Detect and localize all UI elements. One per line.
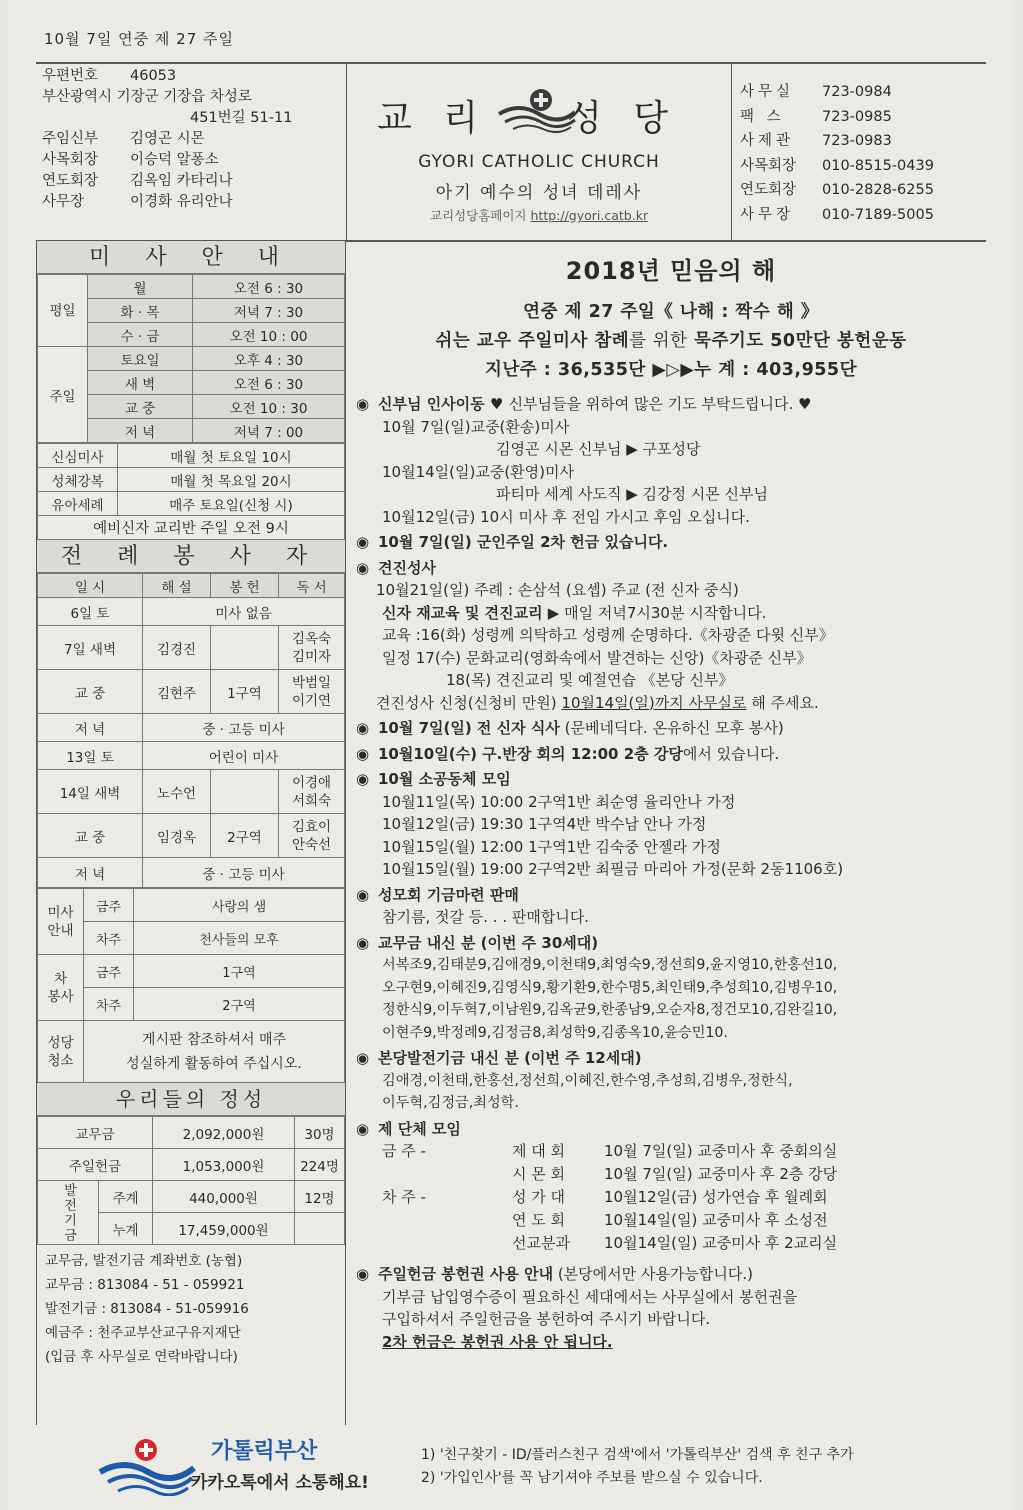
table-row: 평일 월 오전 6 : 30 (38, 275, 345, 299)
staff-row: 주임신부 김영곤 시몬 (42, 131, 205, 147)
header-bottom-rule (346, 240, 986, 242)
target-bullet-icon: ◉ (356, 933, 370, 952)
table-row: 차 주 - 성 가 대 10월12일(금) 성가연습 후 월례회 (382, 1188, 828, 1207)
table-row: 6일 토 미사 없음 (38, 598, 345, 626)
table-row: 신심미사 매월 첫 토요일 10시 (38, 444, 345, 468)
announcement-item: ◉ 제 단체 모임 금 주 - 제 대 회 10월 7일(일) 교중미사 후 중회의실 시 몬 회 10월 7일(일) 교중미사 후 2층 강당 차 주 - 성 가 대 10월12일(금) 성가연습 후 월례회 연 도 회 10월14일(일) 교중미사 후 소성전 선교분과 10월14일(일) 교중미사 후 2교리실 (356, 1118, 986, 1256)
servers-table (37, 573, 345, 888)
contact-row: 팩 스 723-0985 (740, 108, 892, 125)
announcement-item: ◉ 10월 7일(일) 군인주일 2차 헌금 있습니다. (356, 531, 986, 554)
table-row: 차주 천사들의 모후 (38, 922, 345, 955)
servers-title: 전 례 봉 사 자 (37, 540, 345, 573)
table-row: 수 · 금 오전 10 : 00 (38, 323, 345, 347)
announcement-item: ◉ 10월 7일(일) 전 신자 식사 (문베네딕다. 온유하신 모후 봉사) (356, 717, 986, 740)
contact-row: 사무장 010-7189-5005 (740, 206, 934, 223)
table-row: 예비신자 교리반 주일 오전 9시 (38, 516, 345, 540)
offering-table (37, 1116, 345, 1245)
liturgy-subtitle: 연중 제 27 주일《 나해 : 짝수 해 》 (523, 302, 819, 322)
announcement-item: ◉ 견진성사 10월21일(일) 주례 : 손삼석 (요셉) 주교 (전 신자 중식) 신자 재교육 및 견진교리 ▶ 매일 저녁7시30분 시작합니다. 교육 :16(화) 성령께 의탁하고 성령께 순명하다.《차광준 다윗 신부》 일정 17(수) 문화교리(영화속에서 발견하는 신앙)《차광준 신부》 18(목) 견진교리 및 예절연습 《본당 신부》 견진성사 신청(신청비 만원) 10월14일(일)까지 사무실로 해 주세요. (356, 558, 834, 712)
church-website-link[interactable]: http://gyori.catb.kr (530, 208, 649, 223)
table-row: 7일 새벽 김경진 김옥숙 김미자 (38, 626, 345, 670)
table-row: 미사 안내 금주 사랑의 샘 (38, 889, 345, 922)
left-sidebar (36, 240, 346, 1425)
weekday-label: 평일 (38, 275, 88, 347)
table-row: 저 녁 저녁 7 : 00 (38, 419, 345, 443)
contact-row: 사제관 723-0983 (740, 133, 892, 149)
announcement-item: ◉ 성모회 기금마련 판매 참기름, 젓갈 등. . . 판매합니다. (356, 885, 590, 926)
table-row: 새 벽 오전 6 : 30 (38, 371, 345, 395)
table-row: 시 몬 회 10월 7일(일) 교중미사 후 2층 강당 (512, 1165, 838, 1184)
table-row: 누계 17,459,000원 (38, 1213, 345, 1245)
table-row: 성체강복 매월 첫 목요일 20시 (38, 468, 345, 492)
address-row: 부산광역시 기장군 기장읍 차성로 (42, 89, 252, 105)
target-bullet-icon: ◉ (356, 744, 370, 763)
service-table (37, 888, 345, 1083)
table-row: 성당 청소 게시판 참조하셔서 매주 성실하게 활동하여 주십시오. (38, 1021, 345, 1083)
target-bullet-icon: ◉ (356, 719, 370, 737)
rosary-campaign: 쉬는 교우 주일미사 참례를 위한 묵주기도 50만단 봉헌운동 (435, 331, 907, 351)
account-info: 교무금, 발전기금 계좌번호 (농협) 교무금 : 813084 - 51 - 059921 발전기금 : 813084 - 51-059916 예금주 : 천주교부산교구유지재단 (입금 후 사무실로 연락바랍니다) (45, 1253, 249, 1365)
church-name-english: GYORI CATHOLIC CHURCH (418, 152, 660, 172)
table-row: 14일 새벽 노수언 이경애 서희숙 (38, 770, 345, 814)
cross-globe-logo-icon (497, 84, 577, 134)
announcement-item: ◉ 10월 소공동체 모임 10월11일(목) 10:00 2구역1반 최순영 율리안나 가정 10월12일(금) 19:30 1구역4반 박수남 안나 가정 10월15일(월) 12:00 1구역1반 김숙중 안젤라 가정 10월15일(월) 19:00 2구역2반 최필금 마리아 가정(문화 2동1106호) (356, 770, 844, 878)
staff-row: 사목회장 이승덕 알퐁소 (42, 152, 219, 168)
address-row: 451번길 51-11 (190, 110, 293, 126)
table-row: 저 녁 중 · 고등 미사 (38, 714, 345, 742)
table-row: 교 중 김현주 1구역 박범일 이기연 (38, 670, 345, 714)
announcements (356, 252, 986, 1353)
contact-row: 사목회장 010-8515-0439 (740, 157, 934, 174)
offering-title: 우리들의 정성 (37, 1083, 345, 1116)
table-row: 차 봉사 금주 1구역 (38, 955, 345, 988)
church-masthead: 교 리 성 당 GYORI CATHOLIC CHURCH 아기 예수의 성녀 데레사 교리성당홈페이지 http://gyori.catb.kr (346, 62, 732, 240)
kakao-channel-subtitle: 카카오톡에서 소통해요! (191, 1473, 369, 1493)
table-row: 선교분과 10월14일(일) 교중미사 후 2교리실 (512, 1234, 838, 1253)
target-bullet-icon: ◉ (356, 558, 370, 577)
contact-row: 연도회장 010-2828-6255 (740, 182, 934, 198)
header-address-block (36, 62, 346, 240)
staff-row: 연도회장 김옥임 카타리나 (42, 173, 233, 189)
sunday-label: 주일 (38, 347, 88, 443)
table-row: 연 도 회 10월14일(일) 교중미사 후 소성전 (512, 1211, 828, 1230)
contact-row: 사무실 723-0984 (740, 84, 892, 100)
page-title: 2018년 믿음의 해 (565, 257, 777, 285)
table-row: 차주 2구역 (38, 988, 345, 1021)
mass-schedule-table (37, 274, 345, 443)
target-bullet-icon: ◉ (356, 770, 370, 788)
group-meetings-table (382, 1140, 837, 1255)
target-bullet-icon: ◉ (356, 1265, 370, 1283)
announcement-item: ◉ 주일헌금 봉헌권 사용 안내 (본당에서만 사용가능합니다.) 기부금 납입영수증이 필요하신 세대에서는 사무실에서 봉헌권을 구입하셔서 주일헌금을 봉헌하여 주시기 바랍니다. 2차 헌금은 봉헌권 사용 안 됩니다. (356, 1265, 798, 1351)
announcement-item: ◉ 신부님 인사이동 ♥ 신부님들을 위하여 많은 기도 부탁드립니다. ♥ 10월 7일(일)교중(환송)미사 김영곤 시몬 신부님 ▶ 구포성당 10월14일(일)교중(환영)미사 파티마 세계 사도직 ▶ 김강정 시몬 신부님 10월12일(금) 10시 미사 후 전임 가시고 후임 오십니다. (356, 395, 812, 526)
staff-row: 사무장 이경화 유리안나 (42, 194, 233, 210)
target-bullet-icon: ◉ (356, 395, 370, 413)
announcement-item: ◉ 교무금 내신 분 (이번 주 30세대) 서복조9,김태분9,김애경9,이천태9,최영숙9,정선희9,윤지영10,한홍선10, 오구현9,이혜진9,김영식9,황기환9,한수명5,최인태9,추성희10,김병우10, 정한식9,이두혁7,이남원9,김옥균9,한종남9,오순자8,정건모10,김완길10, 이현주9,박정례9,김정금8,최성학9,김종옥10,윤승민10. (356, 933, 838, 1041)
kakao-instructions: 1) '친구찾기 - ID/플러스친구 검색'에서 '가톨릭부산' 검색 후 친구 추가 2) '가입인사'를 꼭 남기셔야 주보를 받으실 수 있습니다. (421, 1447, 854, 1486)
kakao-busan-logo-icon (96, 1436, 196, 1496)
table-row: 교 중 오전 10 : 30 (38, 395, 345, 419)
table-row: 유아세례 매주 토요일(신청 시) (38, 492, 345, 516)
special-mass-table (37, 443, 345, 540)
church-website: 교리성당홈페이지 http://gyori.catb.kr (429, 208, 649, 223)
target-bullet-icon: ◉ (356, 533, 370, 551)
table-header-row: 일 시 해 설 봉 헌 독 서 (38, 574, 345, 598)
target-bullet-icon: ◉ (356, 885, 370, 904)
table-row: 교무금 2,092,000원 30명 (38, 1117, 345, 1149)
announcement-item: ◉ 10월10일(수) 구.반장 회의 12:00 2층 강당에서 있습니다. (356, 743, 986, 766)
contact-list (740, 80, 980, 227)
announcement-item: ◉ 본당발전기금 내신 분 (이번 주 12세대) 김애경,이천태,한홍선,정선희,이혜진,한수영,추성희,김병우,정한식, 이두혁,김정금,최성학. (356, 1049, 793, 1111)
table-row: 발전기금 주계 440,000원 12명 (38, 1181, 345, 1213)
table-row: 저 녁 중 · 고등 미사 (38, 858, 345, 888)
table-row: 화 · 목 저녁 7 : 30 (38, 299, 345, 323)
table-row: 금 주 - 제 대 회 10월 7일(일) 교중미사 후 중회의실 (382, 1142, 838, 1161)
address-row: 우편번호 46053 (42, 68, 177, 84)
table-row: 13일 토 어린이 미사 (38, 742, 345, 770)
footer (36, 1430, 986, 1500)
target-bullet-icon: ◉ (356, 1119, 370, 1138)
table-row: 주일 토요일 오후 4 : 30 (38, 347, 345, 371)
mass-schedule-title: 미 사 안 내 (37, 241, 345, 274)
rosary-count: 지난주 : 36,535단 ▶▷▶누 계 : 403,955단 (485, 360, 857, 380)
table-row: 교 중 임경옥 2구역 김효이 안숙선 (38, 814, 345, 858)
church-patron: 아기 예수의 성녀 데레사 (435, 183, 643, 203)
target-bullet-icon: ◉ (356, 1049, 370, 1067)
dateline: 10월 7일 연중 제 27 주일 (44, 30, 234, 48)
table-row: 주일헌금 1,053,000원 224명 (38, 1149, 345, 1181)
kakao-channel-title: 가톨릭부산 (211, 1439, 318, 1464)
